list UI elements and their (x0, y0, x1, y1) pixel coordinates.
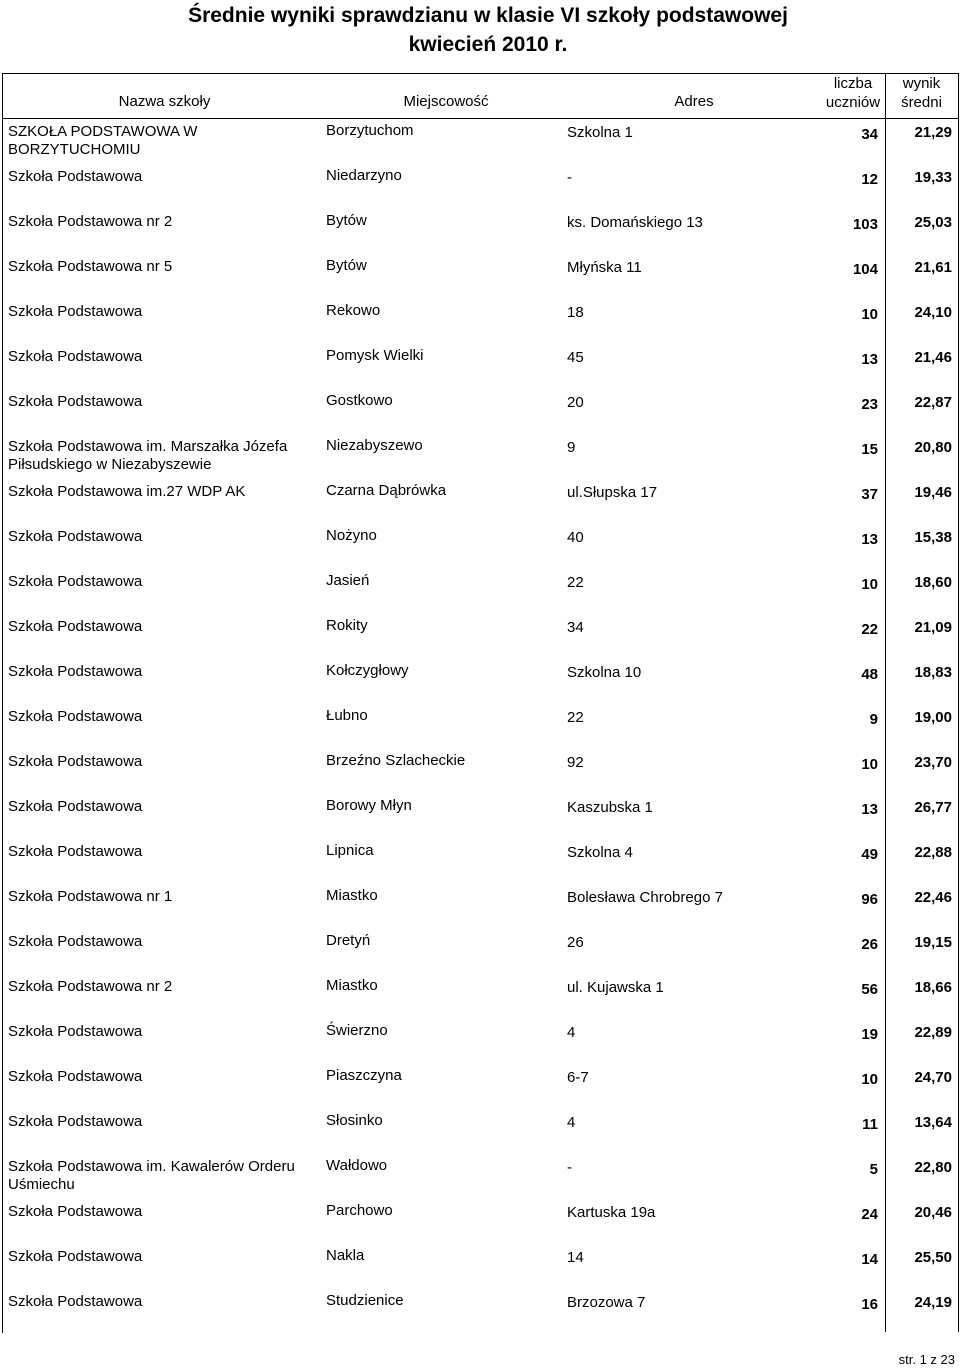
average-result-cell: 24,19 (914, 1294, 952, 1311)
address-cell: 4 (567, 1024, 576, 1041)
address-cell: 4 (567, 1114, 576, 1131)
address-cell: Szkolna 10 (567, 664, 642, 681)
school-name-cell: Szkoła Podstawowa (8, 933, 143, 950)
table-row (3, 569, 959, 614)
town-cell: Piaszczyna (326, 1067, 402, 1084)
table-header (3, 74, 959, 119)
address-cell: ks. Domańskiego 13 (567, 214, 703, 231)
table-row (3, 299, 959, 344)
town-cell: Dretyń (326, 932, 371, 949)
average-result-cell: 21,29 (914, 124, 952, 141)
average-result-cell: 24,10 (914, 304, 952, 321)
school-name-cell: Szkoła Podstawowa nr 2 (8, 213, 173, 230)
student-count-cell: 10 (861, 306, 878, 323)
average-result-cell: 19,00 (914, 709, 952, 726)
page-number: str. 1 z 23 (898, 1352, 955, 1367)
town-cell: Łubno (326, 707, 368, 724)
student-count-cell: 14 (861, 1251, 878, 1268)
student-count-cell: 34 (861, 126, 878, 143)
school-name-cell: Szkoła Podstawowa (8, 618, 143, 635)
student-count-cell: 13 (861, 351, 878, 368)
student-count-cell: 13 (861, 531, 878, 548)
average-result-cell: 23,70 (914, 754, 952, 771)
table-row (3, 794, 959, 839)
table-row (3, 614, 959, 659)
student-count-cell: 5 (869, 1161, 878, 1178)
student-count-cell: 37 (861, 486, 878, 503)
town-cell: Lipnica (326, 842, 374, 859)
table-row (3, 389, 959, 434)
average-result-cell: 18,60 (914, 574, 952, 591)
school-name-cell: Szkoła Podstawowa (8, 528, 143, 545)
average-result-cell: 25,50 (914, 1249, 952, 1266)
town-cell: Bytów (326, 257, 367, 274)
page-subtitle: kwiecień 2010 r. (408, 33, 568, 56)
address-cell: ul.Słupska 17 (567, 484, 658, 501)
student-count-cell: 9 (869, 711, 878, 728)
average-result-cell: 21,09 (914, 619, 952, 636)
town-cell: Jasień (326, 572, 370, 589)
school-name-cell: Szkoła Podstawowa (8, 1248, 143, 1265)
table-row (3, 479, 959, 524)
address-cell: Brzozowa 7 (567, 1294, 646, 1311)
page-title: Średnie wyniki sprawdzianu w klasie VI szkoły podstawowej (188, 4, 788, 27)
school-name-cell: SZKOŁA PODSTAWOWA W BORZYTUCHOMIU (8, 123, 198, 158)
average-result-cell: 19,15 (914, 934, 952, 951)
average-result-cell: 22,80 (914, 1159, 952, 1176)
town-cell: Niezabyszewo (326, 437, 423, 454)
school-name-cell: Szkoła Podstawowa (8, 1113, 143, 1130)
town-cell: Czarna Dąbrówka (326, 482, 447, 499)
town-cell: Słosinko (326, 1112, 383, 1129)
student-count-cell: 11 (862, 1116, 878, 1133)
address-cell: 34 (567, 619, 584, 636)
school-name-cell: Szkoła Podstawowa (8, 573, 143, 590)
address-cell: 18 (567, 304, 584, 321)
town-cell: Gostkowo (326, 392, 393, 409)
address-cell: Bolesława Chrobrego 7 (567, 889, 723, 906)
table-row (3, 1244, 959, 1289)
header-town: Miejscowość (403, 93, 489, 110)
school-name-cell: Szkoła Podstawowa im.27 WDP AK (8, 483, 246, 500)
town-cell: Nakla (326, 1247, 365, 1264)
average-result-cell: 18,83 (914, 664, 952, 681)
address-cell: - (567, 1159, 572, 1176)
school-name-cell: Szkoła Podstawowa (8, 348, 143, 365)
address-cell: 22 (567, 709, 584, 726)
average-result-cell: 22,88 (914, 844, 952, 861)
town-cell: Brzeźno Szlacheckie (326, 752, 466, 769)
town-cell: Bytów (326, 212, 367, 229)
table-row (3, 254, 959, 299)
school-name-cell: Szkoła Podstawowa nr 1 (8, 888, 173, 905)
header-address: Adres (674, 93, 714, 110)
student-count-cell: 56 (861, 981, 878, 998)
town-cell: Borzytuchom (326, 122, 414, 139)
school-name-cell: Szkoła Podstawowa nr 5 (8, 258, 173, 275)
table-row (3, 749, 959, 794)
average-result-cell: 20,80 (914, 439, 952, 456)
header-result-line2: średni (901, 94, 942, 111)
address-cell: 22 (567, 574, 584, 591)
table-row (3, 1199, 959, 1244)
town-cell: Rokity (326, 617, 368, 634)
town-cell: Borowy Młyn (326, 797, 412, 814)
town-cell: Kołczygłowy (326, 662, 409, 679)
student-count-cell: 49 (861, 846, 878, 863)
average-result-cell: 21,46 (914, 349, 952, 366)
school-name-cell: Szkoła Podstawowa (8, 843, 143, 860)
student-count-cell: 10 (861, 756, 878, 773)
table-row (3, 164, 959, 209)
student-count-cell: 23 (861, 396, 878, 413)
address-cell: Kaszubska 1 (567, 799, 653, 816)
student-count-cell: 19 (861, 1026, 878, 1043)
header-result-line1: wynik (902, 75, 941, 92)
school-name-cell: Szkoła Podstawowa (8, 663, 143, 680)
school-name-cell: Szkoła Podstawowa im. Marszałka Józefa Piłsudskiego w Niezabyszewie (8, 438, 288, 473)
school-name-cell: Szkoła Podstawowa (8, 1293, 143, 1310)
student-count-cell: 104 (852, 261, 878, 278)
address-cell: Szkolna 4 (567, 844, 633, 861)
address-cell: 26 (567, 934, 584, 951)
address-cell: 40 (567, 529, 584, 546)
school-name-cell: Szkoła Podstawowa (8, 1203, 143, 1220)
town-cell: Parchowo (326, 1202, 393, 1219)
address-cell: 6-7 (567, 1069, 589, 1086)
town-cell: Miastko (326, 977, 378, 994)
table-row (3, 884, 959, 929)
address-cell: 45 (567, 349, 584, 366)
table-row (3, 1289, 959, 1334)
school-name-cell: Szkoła Podstawowa (8, 168, 143, 185)
average-result-cell: 19,33 (914, 169, 952, 186)
average-result-cell: 22,89 (914, 1024, 952, 1041)
results-table (2, 73, 959, 1333)
school-name-cell: Szkoła Podstawowa (8, 1023, 143, 1040)
table-row (3, 929, 959, 974)
school-name-cell: Szkoła Podstawowa (8, 798, 143, 815)
table-row (3, 1109, 959, 1154)
average-result-cell: 19,46 (914, 484, 952, 501)
school-name-cell: Szkoła Podstawowa nr 2 (8, 978, 173, 995)
student-count-cell: 24 (861, 1206, 878, 1223)
student-count-cell: 12 (861, 171, 878, 188)
table-row (3, 434, 959, 479)
address-cell: ul. Kujawska 1 (567, 979, 664, 996)
average-result-cell: 13,64 (914, 1114, 952, 1131)
header-school-name: Nazwa szkoły (118, 93, 211, 110)
average-result-cell: 20,46 (914, 1204, 952, 1221)
table-row (3, 1064, 959, 1109)
address-cell: 9 (567, 439, 576, 456)
header-count-line1: liczba (833, 75, 873, 92)
student-count-cell: 26 (861, 936, 878, 953)
average-result-cell: 25,03 (914, 214, 952, 231)
town-cell: Miastko (326, 887, 378, 904)
student-count-cell: 103 (852, 216, 878, 233)
school-name-cell: Szkoła Podstawowa (8, 1068, 143, 1085)
header-count-line2: uczniów (825, 94, 881, 111)
table-row (3, 119, 959, 164)
town-cell: Świerzno (326, 1022, 388, 1039)
table-row (3, 1019, 959, 1064)
student-count-cell: 10 (861, 1071, 878, 1088)
average-result-cell: 22,46 (914, 889, 952, 906)
student-count-cell: 22 (861, 621, 878, 638)
header-average-result (884, 74, 959, 112)
address-cell: 20 (567, 394, 584, 411)
average-result-cell: 15,38 (914, 529, 952, 546)
table-row (3, 524, 959, 569)
average-result-cell: 22,87 (914, 394, 952, 411)
table-row (3, 974, 959, 1019)
student-count-cell: 15 (861, 441, 878, 458)
table-row (3, 659, 959, 704)
table-row (3, 704, 959, 749)
table-row (3, 839, 959, 884)
address-cell: - (567, 169, 572, 186)
school-name-cell: Szkoła Podstawowa (8, 708, 143, 725)
town-cell: Wałdowo (326, 1157, 388, 1174)
table-row (3, 209, 959, 254)
student-count-cell: 13 (861, 801, 878, 818)
town-cell: Nożyno (326, 527, 377, 544)
school-name-cell: Szkoła Podstawowa (8, 303, 143, 320)
address-cell: 92 (567, 754, 584, 771)
town-cell: Rekowo (326, 302, 381, 319)
table-row (3, 344, 959, 389)
school-name-cell: Szkoła Podstawowa (8, 753, 143, 770)
average-result-cell: 26,77 (914, 799, 952, 816)
school-name-cell: Szkoła Podstawowa im. Kawalerów Orderu Uśmiechu (8, 1158, 295, 1193)
student-count-cell: 48 (861, 666, 878, 683)
header-student-count (822, 74, 884, 112)
address-cell: 14 (567, 1249, 584, 1266)
address-cell: Kartuska 19a (567, 1204, 656, 1221)
student-count-cell: 10 (861, 576, 878, 593)
address-cell: Młyńska 11 (567, 259, 642, 276)
address-cell: Szkolna 1 (567, 124, 633, 141)
table-row (3, 1154, 959, 1199)
school-name-cell: Szkoła Podstawowa (8, 393, 143, 410)
town-cell: Studzienice (326, 1292, 404, 1309)
average-result-cell: 18,66 (914, 979, 952, 996)
town-cell: Niedarzyno (326, 167, 402, 184)
student-count-cell: 96 (861, 891, 878, 908)
student-count-cell: 16 (861, 1296, 878, 1313)
average-result-cell: 21,61 (914, 259, 952, 276)
average-result-cell: 24,70 (914, 1069, 952, 1086)
town-cell: Pomysk Wielki (326, 347, 424, 364)
